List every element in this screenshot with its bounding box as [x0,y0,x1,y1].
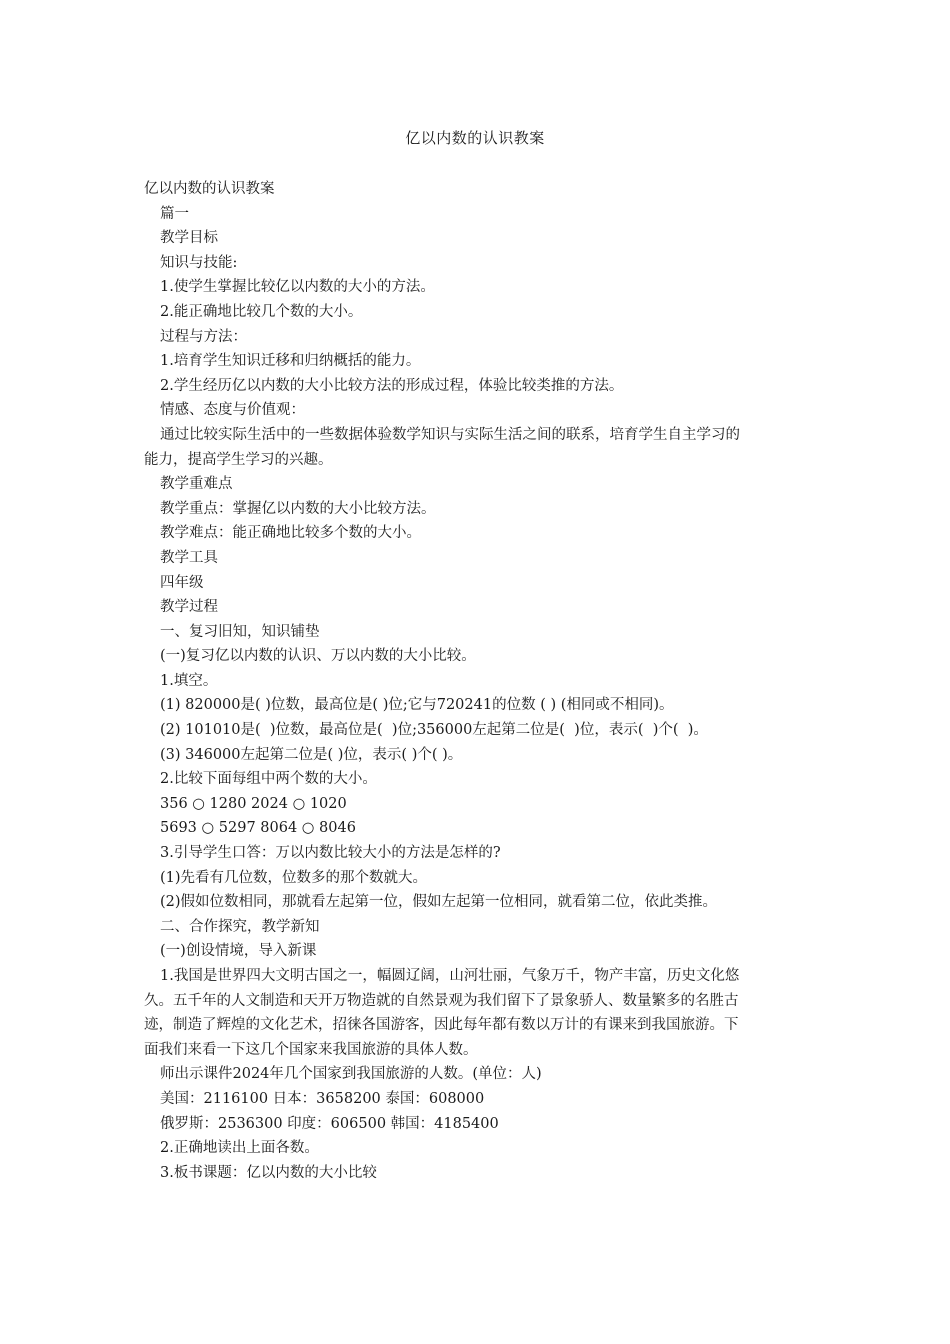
text-line: 教学工具 [160,549,218,566]
text-line: 俄罗斯：2536300 印度：606500 韩国：4185400 [160,1115,499,1132]
document-title: 亿以内数的认识教案 [405,129,545,147]
text-line: 教学过程 [160,599,218,616]
text-line: 2.学生经历亿以内数的大小比较方法的形成过程，体验比较类推的方法。 [160,377,624,394]
text-line: 2.比较下面每组中两个数的大小。 [160,771,377,788]
text-line: 亿以内数的认识教案 [144,181,275,197]
text-line: 教学难点：能正确地比较多个数的大小。 [160,525,421,542]
text-line: 1.填空。 [160,672,218,689]
text-line: 师出示课件2024年几个国家到我国旅游的人数。(单位：人) [160,1066,542,1083]
text-line: 356 ○ 1280 2024 ○ 1020 [160,795,347,812]
text-line: (1) 820000是( )位数，最高位是( )位;它与720241的位数 ( ) (相同或不相同)。 [160,697,674,714]
text-line: 5693 ○ 5297 8064 ○ 8046 [160,820,356,837]
text-line: 知识与技能: [160,254,238,271]
text-line: 教学重难点 [160,476,233,493]
text-line: 四年级 [160,574,204,591]
text-line: 2.能正确地比较几个数的大小。 [160,303,363,320]
text-line: 迹，制造了辉煌的文化艺术，招徕各国游客，因此每年都有数以万计的有课来到我国旅游。下 [144,1017,739,1034]
text-line: 通过比较实际生活中的一些数据体验数学知识与实际生活之间的联系，培育学生自主学习的 [160,426,740,443]
text-line: 1.使学生掌握比较亿以内数的大小的方法。 [160,279,435,296]
text-line: 教学重点：掌握亿以内数的大小比较方法。 [160,500,436,517]
text-line: 过程与方法： [160,328,247,345]
text-line: 一、复习旧知，知识铺垫 [160,623,320,640]
text-line: (一)复习亿以内数的认识、万以内数的大小比较。 [160,648,476,665]
text-line: 篇一 [160,205,189,222]
text-line: 3.板书课题：亿以内数的大小比较 [160,1164,377,1181]
text-line: 2.正确地读出上面各数。 [160,1140,319,1157]
text-line: 面我们来看一下这几个国家来我国旅游的具体人数。 [144,1041,478,1058]
text-line: 情感、态度与价值观： [160,402,305,419]
document-body [144,177,804,1185]
text-line: 教学目标 [160,230,218,247]
text-line: 能力，提高学生学习的兴趣。 [144,451,333,468]
text-line: (2)假如位数相同，那就看左起第一位，假如左起第一位相同，就看第二位，依此类推。 [160,894,718,911]
text-line: (1)先看有几位数，位数多的那个数就大。 [160,869,428,886]
text-line: 1.我国是世界四大文明古国之一，幅圆辽阔，山河壮丽，气象万千，物产丰富，历史文化悠 [160,968,740,984]
text-line: 美国：2116100 日本：3658200 泰国：608000 [160,1090,485,1107]
text-line: (一)创设情境，导入新课 [160,943,317,960]
text-line: 久。五千年的人文制造和天开万物造就的自然景观为我们留下了景象骄人、数量繁多的名胜古 [144,992,739,1009]
text-line: 1.培育学生知识迁移和归纳概括的能力。 [160,353,421,370]
text-line: (2) 101010是( )位数，最高位是( )位;356000左起第二位是( )位，表示( )个( )。 [160,722,708,739]
text-line: (3) 346000左起第二位是( )位，表示( )个( )。 [160,746,463,763]
text-line: 二、合作探究，教学新知 [160,918,320,935]
text-line: 3.引导学生口答：万以内数比较大小的方法是怎样的? [160,845,501,862]
